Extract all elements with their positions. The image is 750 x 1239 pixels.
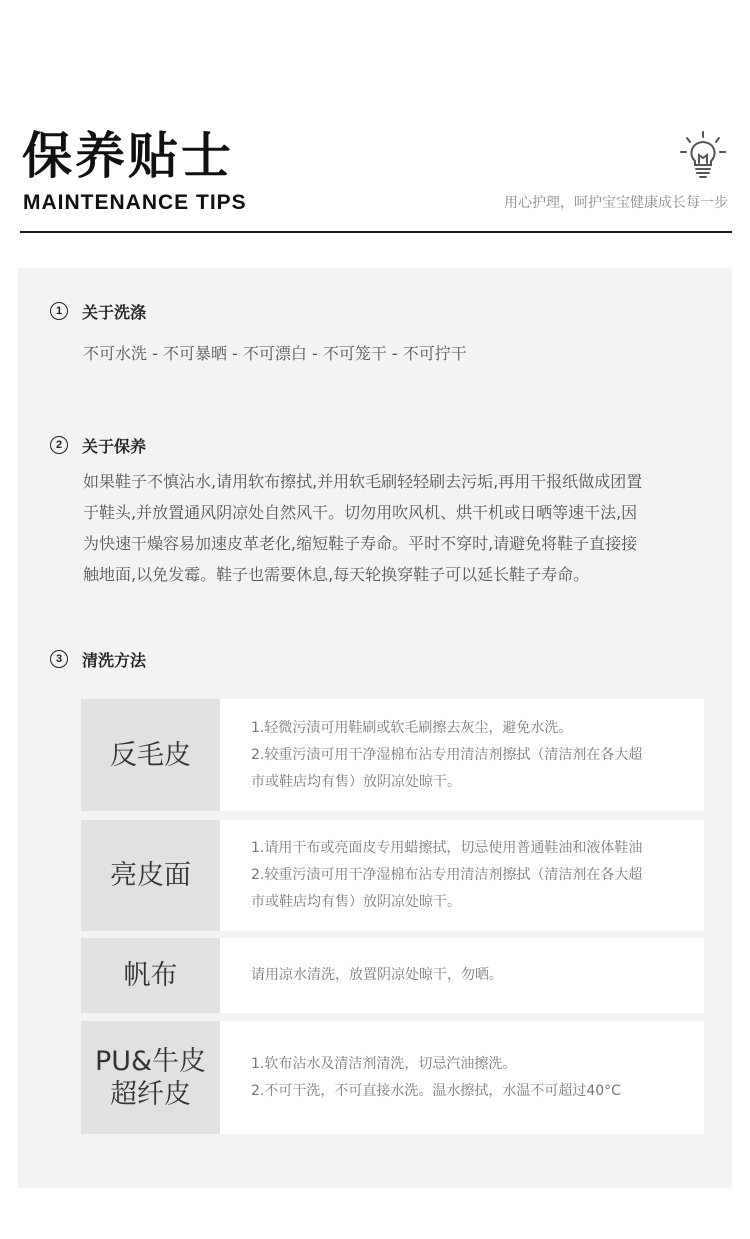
instruction-line: 1.软布沾水及清洁剂清洗，切忌汽油擦洗。: [251, 1055, 517, 1072]
material-name: [81, 1021, 220, 1134]
section-title: 关于保养: [82, 436, 147, 456]
paragraph-line: 于鞋头,并放置通风阴凉处自然风干。切勿用吹风机、烘干机或日晒等速干法,因: [83, 503, 638, 522]
section-care-header: [50, 433, 146, 457]
instruction-line: 2.较重污渍可用干净湿棉布沾专用清洁剂擦拭（清洁剂在各大超: [251, 746, 643, 763]
material-name-line: PU&牛皮: [94, 1045, 207, 1077]
page-title: 保养贴士: [22, 127, 234, 185]
instruction-line: 2.较重污渍可用干净湿棉布沾专用清洁剂擦拭（清洁剂在各大超: [251, 867, 643, 883]
instruction-line: 2.不可干洗，不可直接水洗。温水擦拭，水温不可超过40°C: [251, 1082, 621, 1099]
header-divider: [20, 231, 732, 233]
material-card-pu-leather: [81, 1021, 704, 1134]
material-instructions: [220, 820, 704, 931]
section-title: 关于洗涤: [82, 302, 147, 322]
section-washing-header: [50, 299, 146, 323]
material-name-line: 亮皮面: [110, 860, 191, 891]
section-number-badge: 1: [50, 302, 68, 320]
section-cleaning-header: [50, 647, 146, 671]
material-name-line: 超纤皮: [110, 1078, 191, 1110]
material-instructions: [220, 699, 704, 811]
instruction-line: 市或鞋店均有售）放阴凉处晾干。: [251, 773, 461, 790]
material-name: [81, 820, 220, 931]
material-card-patent: [81, 820, 704, 931]
instruction-line: 1.轻微污渍可用鞋刷或软毛刷擦去灰尘，避免水洗。: [251, 719, 573, 736]
section-number-badge: 2: [50, 436, 68, 454]
section-number-badge: 3: [50, 650, 68, 668]
material-card-canvas: [81, 938, 704, 1013]
material-card-suede: [81, 699, 704, 811]
material-instructions: [220, 938, 704, 1013]
instruction-line: 1.请用干布或亮面皮专用蜡擦拭，切忌使用普通鞋油和液体鞋油: [251, 840, 643, 856]
lightbulb-icon: [678, 130, 728, 180]
paragraph-line: 触地面,以免发霉。鞋子也需要休息,每天轮换穿鞋子可以延长鞋子寿命。: [83, 565, 590, 584]
material-name: [81, 699, 220, 811]
material-instructions: [220, 1021, 704, 1134]
washing-rules-text: 不可水洗 - 不可暴晒 - 不可漂白 - 不可笼干 - 不可拧干: [83, 344, 467, 363]
paragraph-line: 如果鞋子不慎沾水,请用软布擦拭,并用软毛刷轻轻刷去污垢,再用干报纸做成团置: [83, 472, 643, 491]
slogan-text: 用心护理，呵护宝宝健康成长每一步: [504, 195, 728, 211]
material-name-line: 帆布: [123, 960, 178, 991]
paragraph-line: 为快速干燥容易加速皮革老化,缩短鞋子寿命。平时不穿时,请避免将鞋子直接接: [83, 534, 638, 553]
material-name-line: 反毛皮: [110, 739, 191, 771]
instruction-line: 市或鞋店均有售）放阴凉处晾干。: [251, 894, 461, 910]
material-name: [81, 938, 220, 1013]
page-subtitle: MAINTENANCE TIPS: [23, 191, 247, 214]
section-title: 清洗方法: [82, 650, 147, 670]
care-paragraph: [83, 466, 703, 590]
instruction-line: 请用凉水清洗，放置阴凉处晾干，勿晒。: [251, 967, 503, 983]
